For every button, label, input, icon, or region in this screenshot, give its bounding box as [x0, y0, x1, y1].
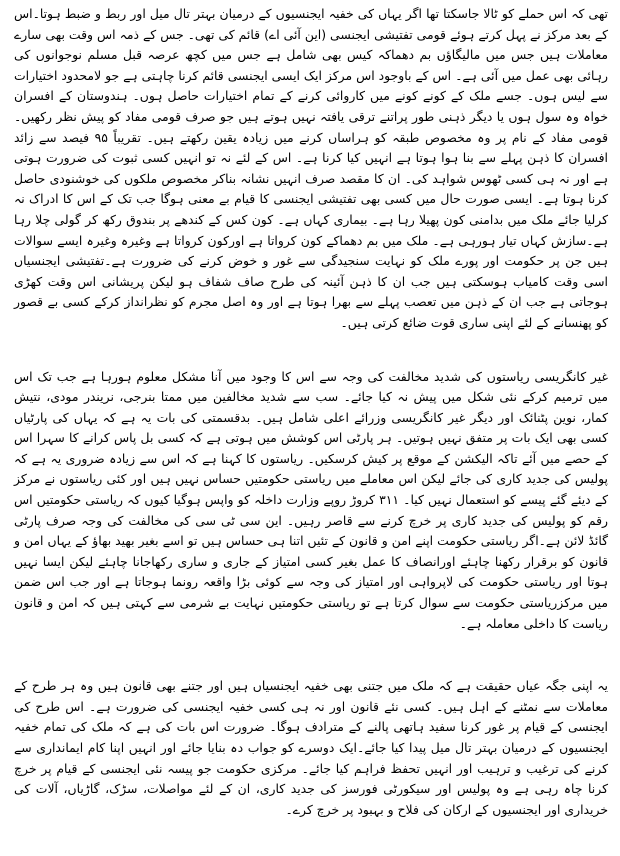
article-body — [14, 4, 608, 820]
paragraph-3: یہ اپنی جگہ عیاں حقیقت ہے کہ ملک میں جتنی بھی خفیہ ایجنسیاں ہیں اور جتنے بھی قانون ہیں وہ ہر طرح کے معاملات سے نمٹنے کے اہل ہیں۔ کسی نئے قانون اور نہ ہی کسی خفیہ ایجنسی کی ضرورت ہے۔ اس طرح کی ایجنسی کے قیام پر غور کرنا سفید ہاتھی پالنے کے مترادف ہوگا۔ ضرورت اس بات کی ہے کہ ملک کی تمام خفیہ ایجنسیوں کے درمیان بہتر تال میل پیدا کیا جائے۔ایک دوسرے کو جواب دہ بنایا جائے اور انہیں اپنا کام ایمانداری سے کرنے کی ترغیب و ترہیب اور انہیں تحفظ فراہم کیا جائے۔ مرکزی حکومت جو پیسہ نئی ایجنسی کے قیام پر خرچ کرنا چاہ رہی ہے وہ پولیس اور سیکورٹی فورسز کی جدید کاری، ان کے لئے مواصلات، سڑک، گاڑیاں، آلات کی خریداری اور ایجنسیوں کے ارکان کی فلاح و بہبود پر خرچ کرے۔ — [14, 678, 608, 817]
paragraph-spacer — [14, 334, 608, 367]
paragraph-1: تھی کہ اس حملے کو ٹالا جاسکتا تھا اگر یہاں کی خفیہ ایجنسیوں کے درمیان بہتر تال میل اور ربط و ضبط ہوتا۔اس کے بعد مرکز نے پہل کرتے ہوئے قومی تفتیشی ایجنسی (این آئی اے) قائم کی تھی۔ جس کے ذمہ اس وقت بھی سارے معاملات ہیں جس میں مالیگاؤں بم دھماکہ کیس بھی شامل ہے جس میں کچھ عرصہ قبل مسلم نوجوانوں کی رہائی بھی عمل میں آئی ہے۔ اس کے باوجود اس مرکز ایک ایسی ایجنسی قائم کرنا چاہتی ہے جو لامحدود اختیارات سے لیس ہوں۔ جسے ملک کے کونے کونے میں کاروائی کرنے کے تمام اختیارات حاصل ہوں۔ ہندوستان کے افسران خواہ وہ سول ہوں یا دیگر ذہنی طور پراتنے ترقی یافتہ نہیں ہوتے ہیں جو صرف قومی مفاد کو پیش نظر رکھیں۔ قومی مفاد کے نام پر وہ مخصوص طبقہ کو ہراساں کرنے میں زیادہ یقین رکھتے ہیں۔ تقریباً ۹۵ فیصد سے زائد افسران کا ذہن پہلے سے بنا ہوا ہوتا ہے انہیں کیا کرنا ہے۔ اس کے لئے نہ تو انہیں کسی ثبوت کی ضرورت ہوتی ہے اور نہ ہی کسی ٹھوس شواہد کی۔ ان کا مقصد صرف انہیں نشانہ بناکر مخصوص ملکوں کی خوشنودی حاصل کرنا ہوتا ہے۔ ایسی صورت حال میں کسی بھی تفتیشی ایجنسی کا قیام بے معنی ہوگا جب تک کے اس کا ادراک نہ کرلیا جائے ملک میں بدامنی کون پھیلا رہا ہے۔ بیماری کہاں ہے۔ کون کس کے کندھے پر بندوق رکھ کر گولی چلا رہا ہے۔سازش کہاں تیار ہورہی ہے۔ ملک میں بم دھماکے کون کرواتا ہے اورکون کرواتا ہے وغیرہ وغیرہ ایسے سوالات ہیں جن پر حکومت اور پورے ملک کو نہایت سنجیدگی سے غور و خوض کرنے کی ضرورت ہے۔تفتیشی ایجنسیاں اسی وقت کامیاب ہوسکتی ہیں جب ان کا ذہن آئینہ کی طرح صاف شفاف ہو لیکن پریشانی اس وقت کھڑی ہوجاتی ہے جب ان کے ذہن میں تعصب پہلے سے بھرا ہوتا ہے اور وہ اصل مجرم کو نظرانداز کرکے کسی بے قصور کو پھنسانے کے لئے اپنی ساری قوت ضائع کرتی ہیں۔ — [14, 6, 609, 330]
paragraph-2: غیر کانگریسی ریاستوں کی شدید مخالفت کی وجہ سے اس کا وجود میں آنا مشکل معلوم ہورہا ہے جب تک اس میں ترمیم کرکے نئی شکل میں پیش نہ کیا جائے۔ سب سے شدید مخالفین میں ممتا بنرجی، نریندر مودی، نتیش کمار، نوین پٹنائک اور دیگر غیر کانگریسی وزرائے اعلی شامل ہیں۔ بدقسمتی کی بات یہ ہے کہ یہاں کی پارٹیاں کسی بھی ایک بات پر متفق نہیں ہوتیں۔ ہر پارٹی اس کوشش میں ہوتی ہے کہ کسی بل پاس کرانے کا سہرا اس کے حصے میں آئے تاکہ الیکشن کے موقع پر کیش کرسکیں۔ ریاستوں کا کہنا ہے کہ اس سے زیادہ ضروری یہ ہے کہ پولیس کی جدید کاری کی جائے لیکن اس معاملے میں ریاستی حکومتیں حساس نہیں ہیں اور کئی ریاستوں نے مرکز کے دیئے گئے پیسے کو استعمال نہیں کیا۔ ۳۱۱ کروڑ روپے وزارت داخلہ کو واپس ہوگیا کیوں کہ ریاستی حکومتیں اس رقم کو پولیس کی جدید کاری پر خرچ کرنے سے قاصر رہیں۔ این سی ٹی سی کی مخالفت کی وجہ صرف پارٹی گائڈ لائن ہے۔اگر ریاستی حکومت اپنے امن و قانون کے تئیں اتنا ہی حساس ہیں تو اسے بغیر بھید بھاؤ کے یہاں امن و قانون کو برقرار رکھنا چاہئے اورانصاف کا عمل بغیر کسی امتیاز کے جاری و ساری رکھاجانا چاہئے لیکن ایسا نہیں ہوتا اور ریاستی حکومت کی لاپرواہی اور امتیاز کی وجہ سے کوئی بڑا واقعہ رونما ہوجاتا ہے اور جب اس ضمن میں مرکزریاستی حکومت سے سوال کرتا ہے تو ریاستی حکومتیں نہایت بے شرمی سے کہتی ہیں کہ امن و قانون ریاست کا داخلی معاملہ ہے۔ — [14, 368, 608, 631]
paragraph-spacer — [14, 634, 608, 676]
